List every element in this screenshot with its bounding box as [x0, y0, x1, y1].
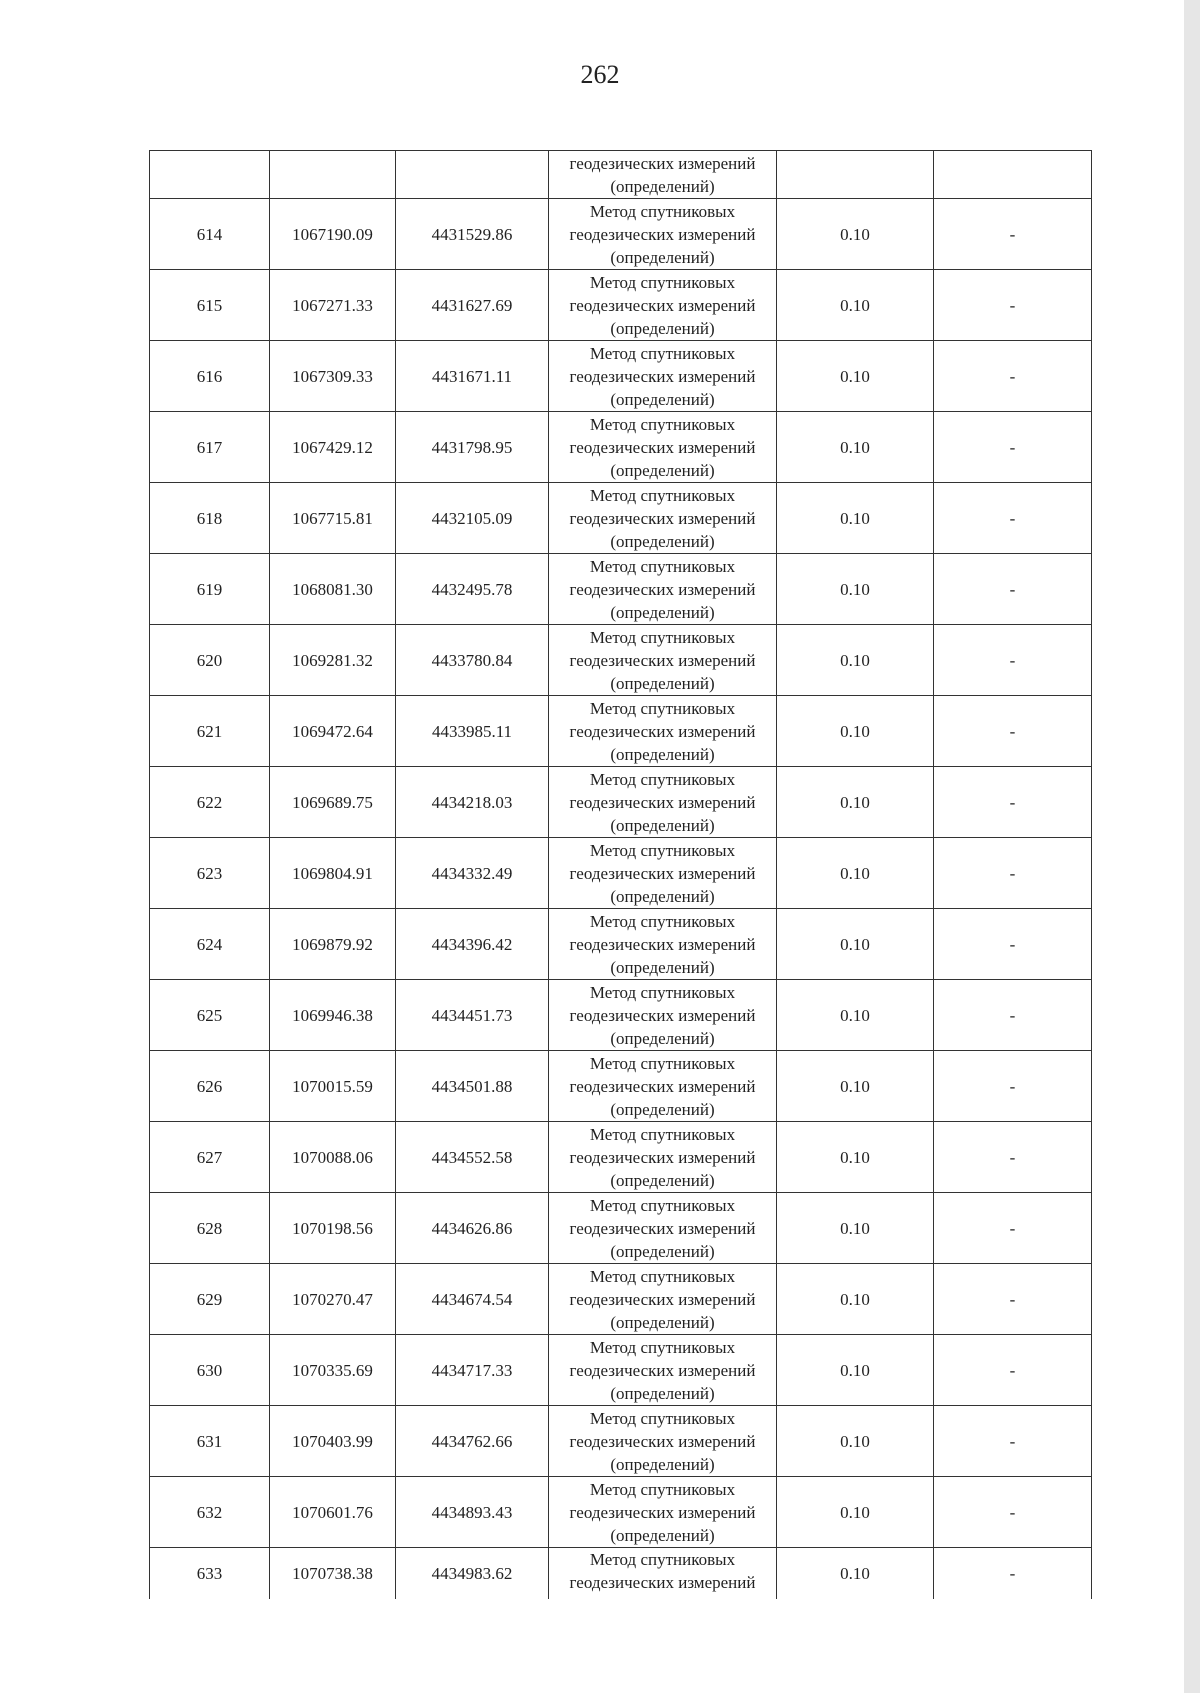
precision-cell: 0.10 [777, 483, 934, 554]
method-line: геодезических измерений [569, 1076, 756, 1096]
method-line: Метод спутниковых [589, 1550, 736, 1569]
x-coordinate-cell: 1067190.09 [270, 199, 396, 270]
precision-cell: 0.10 [777, 767, 934, 838]
method-cell [549, 696, 777, 767]
x-coordinate-cell: 1067715.81 [270, 483, 396, 554]
method-cell [549, 1335, 777, 1406]
method-line: Метод спутниковых [589, 1195, 736, 1215]
scan-edge-strip [1184, 0, 1200, 1693]
table-row [150, 1122, 1092, 1193]
method-line: (определений) [610, 460, 715, 480]
note-cell: - [934, 1406, 1092, 1477]
method-cell [549, 767, 777, 838]
point-number-cell: 623 [150, 838, 270, 909]
method-line: (определений) [610, 389, 715, 409]
method-line: геодезических измерений [569, 579, 756, 599]
table-row [150, 1548, 1092, 1599]
precision-cell: 0.10 [777, 554, 934, 625]
point-number-cell: 621 [150, 696, 270, 767]
x-coordinate-cell: 1070601.76 [270, 1477, 396, 1548]
note-cell: - [934, 270, 1092, 341]
point-number-cell [150, 151, 270, 199]
method-line: Метод спутниковых [589, 911, 736, 931]
table-row [150, 1406, 1092, 1477]
table-row [150, 554, 1092, 625]
x-coordinate-cell: 1069879.92 [270, 909, 396, 980]
note-cell: - [934, 1335, 1092, 1406]
precision-cell: 0.10 [777, 1122, 934, 1193]
method-line: Метод спутниковых [589, 414, 736, 434]
precision-cell: 0.10 [777, 909, 934, 980]
point-number-cell: 617 [150, 412, 270, 483]
method-line: (определений) [610, 1241, 715, 1261]
point-number-cell: 622 [150, 767, 270, 838]
y-coordinate-cell: 4431627.69 [396, 270, 549, 341]
method-line: геодезических измерений [569, 295, 756, 315]
method-cell [549, 554, 777, 625]
x-coordinate-cell: 1069804.91 [270, 838, 396, 909]
note-cell: - [934, 199, 1092, 270]
method-line: геодезических измерений [569, 224, 756, 244]
note-cell: - [934, 1122, 1092, 1193]
coordinates-table [149, 150, 1092, 1599]
y-coordinate-cell: 4434626.86 [396, 1193, 549, 1264]
table-row [150, 1051, 1092, 1122]
point-number-cell: 629 [150, 1264, 270, 1335]
table-row [150, 1264, 1092, 1335]
note-cell: - [934, 554, 1092, 625]
point-number-cell: 620 [150, 625, 270, 696]
y-coordinate-cell: 4433985.11 [396, 696, 549, 767]
method-cell [549, 270, 777, 341]
x-coordinate-cell: 1070403.99 [270, 1406, 396, 1477]
table-row [150, 412, 1092, 483]
x-coordinate-cell: 1067429.12 [270, 412, 396, 483]
method-cell [549, 1264, 777, 1335]
y-coordinate-cell: 4434893.43 [396, 1477, 549, 1548]
method-cell [549, 625, 777, 696]
method-line: геодезических измерений [569, 153, 756, 173]
x-coordinate-cell: 1070335.69 [270, 1335, 396, 1406]
method-line: геодезических измерений [569, 1218, 756, 1238]
method-line: Метод спутниковых [589, 627, 736, 647]
precision-cell: 0.10 [777, 412, 934, 483]
method-line: (определений) [610, 1028, 715, 1048]
precision-cell: 0.10 [777, 1335, 934, 1406]
method-line: геодезических измерений [569, 1431, 756, 1451]
method-line: (определений) [610, 815, 715, 835]
y-coordinate-cell: 4432105.09 [396, 483, 549, 554]
note-cell: - [934, 1264, 1092, 1335]
method-cell [549, 1122, 777, 1193]
point-number-cell: 633 [150, 1548, 270, 1599]
precision-cell: 0.10 [777, 199, 934, 270]
y-coordinate-cell: 4433780.84 [396, 625, 549, 696]
y-coordinate-cell: 4434552.58 [396, 1122, 549, 1193]
method-line: Метод спутниковых [589, 1479, 736, 1499]
method-cell [549, 199, 777, 270]
x-coordinate-cell: 1068081.30 [270, 554, 396, 625]
precision-cell: 0.10 [777, 1477, 934, 1548]
table-row [150, 767, 1092, 838]
point-number-cell: 632 [150, 1477, 270, 1548]
y-coordinate-cell: 4431529.86 [396, 199, 549, 270]
method-line: Метод спутниковых [589, 698, 736, 718]
method-line: (определений) [610, 1454, 715, 1474]
method-line: геодезических измерений [569, 863, 756, 883]
y-coordinate-cell: 4434451.73 [396, 980, 549, 1051]
method-cell [549, 1477, 777, 1548]
table-row [150, 838, 1092, 909]
point-number-cell: 631 [150, 1406, 270, 1477]
precision-cell: 0.10 [777, 838, 934, 909]
x-coordinate-cell: 1070088.06 [270, 1122, 396, 1193]
method-line: геодезических измерений [569, 1360, 756, 1380]
method-cell [549, 838, 777, 909]
precision-cell [777, 151, 934, 199]
x-coordinate-cell: 1069281.32 [270, 625, 396, 696]
point-number-cell: 616 [150, 341, 270, 412]
note-cell: - [934, 1477, 1092, 1548]
method-cell [549, 1193, 777, 1264]
method-cell [549, 412, 777, 483]
y-coordinate-cell: 4434396.42 [396, 909, 549, 980]
method-line: геодезических измерений [569, 1005, 756, 1025]
precision-cell: 0.10 [777, 1548, 934, 1599]
method-line: (определений) [610, 957, 715, 977]
method-line: Метод спутниковых [589, 343, 736, 363]
point-number-cell: 619 [150, 554, 270, 625]
method-line: Метод спутниковых [589, 201, 736, 221]
x-coordinate-cell: 1070738.38 [270, 1548, 396, 1599]
method-cell [549, 483, 777, 554]
point-number-cell: 630 [150, 1335, 270, 1406]
table-row [150, 1193, 1092, 1264]
table-row-continuation [150, 151, 1092, 199]
note-cell [934, 151, 1092, 199]
note-cell: - [934, 1548, 1092, 1599]
method-line: (определений) [610, 1383, 715, 1403]
y-coordinate-cell: 4431798.95 [396, 412, 549, 483]
table-row [150, 270, 1092, 341]
precision-cell: 0.10 [777, 1051, 934, 1122]
table-row [150, 1335, 1092, 1406]
method-cell [549, 1548, 777, 1599]
method-line: Метод спутниковых [589, 1124, 736, 1144]
method-cell [549, 909, 777, 980]
method-line: Метод спутниковых [589, 982, 736, 1002]
table-row [150, 909, 1092, 980]
x-coordinate-cell: 1069689.75 [270, 767, 396, 838]
note-cell: - [934, 1051, 1092, 1122]
method-line: (определений) [610, 1099, 715, 1119]
method-line: геодезических измерений [569, 721, 756, 741]
x-coordinate-cell: 1070015.59 [270, 1051, 396, 1122]
method-line: (определений) [610, 744, 715, 764]
table-row [150, 199, 1092, 270]
method-line: (определений) [610, 318, 715, 338]
precision-cell: 0.10 [777, 980, 934, 1051]
method-line: (определений) [610, 176, 715, 196]
precision-cell: 0.10 [777, 1193, 934, 1264]
y-coordinate-cell: 4434762.66 [396, 1406, 549, 1477]
note-cell: - [934, 412, 1092, 483]
x-coordinate-cell: 1067271.33 [270, 270, 396, 341]
method-line: геодезических измерений [569, 1289, 756, 1309]
y-coordinate-cell: 4434332.49 [396, 838, 549, 909]
method-line: Метод спутниковых [589, 272, 736, 292]
point-number-cell: 624 [150, 909, 270, 980]
note-cell: - [934, 980, 1092, 1051]
x-coordinate-cell: 1069946.38 [270, 980, 396, 1051]
method-cell [549, 1406, 777, 1477]
x-coordinate-cell: 1069472.64 [270, 696, 396, 767]
x-coordinate-cell [270, 151, 396, 199]
method-line: (определений) [610, 1312, 715, 1332]
x-coordinate-cell: 1070198.56 [270, 1193, 396, 1264]
table-row [150, 696, 1092, 767]
note-cell: - [934, 483, 1092, 554]
page-number: 262 [580, 60, 620, 89]
point-number-cell: 625 [150, 980, 270, 1051]
point-number-cell: 626 [150, 1051, 270, 1122]
method-line: геодезических измерений [569, 366, 756, 386]
method-line: Метод спутниковых [589, 556, 736, 576]
precision-cell: 0.10 [777, 696, 934, 767]
method-line: (определений) [610, 673, 715, 693]
point-number-cell: 618 [150, 483, 270, 554]
note-cell: - [934, 1193, 1092, 1264]
method-line: Метод спутниковых [589, 1337, 736, 1357]
method-line: геодезических измерений [569, 934, 756, 954]
y-coordinate-cell: 4431671.11 [396, 341, 549, 412]
y-coordinate-cell: 4434218.03 [396, 767, 549, 838]
note-cell: - [934, 625, 1092, 696]
method-line: (определений) [610, 886, 715, 906]
precision-cell: 0.10 [777, 270, 934, 341]
point-number-cell: 627 [150, 1122, 270, 1193]
method-cell [549, 1051, 777, 1122]
point-number-cell: 615 [150, 270, 270, 341]
method-line: Метод спутниковых [589, 1053, 736, 1073]
x-coordinate-cell: 1067309.33 [270, 341, 396, 412]
y-coordinate-cell: 4434717.33 [396, 1335, 549, 1406]
note-cell: - [934, 767, 1092, 838]
method-line: геодезических измерений [569, 792, 756, 812]
method-line: (определений) [610, 247, 715, 267]
precision-cell: 0.10 [777, 625, 934, 696]
method-line: Метод спутниковых [589, 1408, 736, 1428]
y-coordinate-cell: 4434674.54 [396, 1264, 549, 1335]
x-coordinate-cell: 1070270.47 [270, 1264, 396, 1335]
method-line: Метод спутниковых [589, 769, 736, 789]
method-line: Метод спутниковых [589, 1266, 736, 1286]
method-line: геодезических измерений [569, 1573, 756, 1592]
method-line: (определений) [610, 1170, 715, 1190]
method-cell [549, 980, 777, 1051]
table-row [150, 625, 1092, 696]
precision-cell: 0.10 [777, 1406, 934, 1477]
point-number-cell: 628 [150, 1193, 270, 1264]
y-coordinate-cell [396, 151, 549, 199]
note-cell: - [934, 909, 1092, 980]
precision-cell: 0.10 [777, 341, 934, 412]
table-row [150, 341, 1092, 412]
method-line: Метод спутниковых [589, 485, 736, 505]
method-line: (определений) [610, 1525, 715, 1545]
note-cell: - [934, 341, 1092, 412]
method-line: геодезических измерений [569, 437, 756, 457]
method-line: (определений) [610, 602, 715, 622]
method-line: геодезических измерений [569, 508, 756, 528]
table-row [150, 1477, 1092, 1548]
y-coordinate-cell: 4434501.88 [396, 1051, 549, 1122]
point-number-cell: 614 [150, 199, 270, 270]
y-coordinate-cell: 4434983.62 [396, 1548, 549, 1599]
method-line: (определений) [610, 531, 715, 551]
precision-cell: 0.10 [777, 1264, 934, 1335]
table-row [150, 483, 1092, 554]
note-cell: - [934, 696, 1092, 767]
table-row [150, 980, 1092, 1051]
y-coordinate-cell: 4432495.78 [396, 554, 549, 625]
note-cell: - [934, 838, 1092, 909]
method-cell [549, 341, 777, 412]
method-line: геодезических измерений [569, 1147, 756, 1167]
method-line: Метод спутниковых [589, 840, 736, 860]
method-line: геодезических измерений [569, 1502, 756, 1522]
method-line: геодезических измерений [569, 650, 756, 670]
method-cell [549, 151, 777, 199]
